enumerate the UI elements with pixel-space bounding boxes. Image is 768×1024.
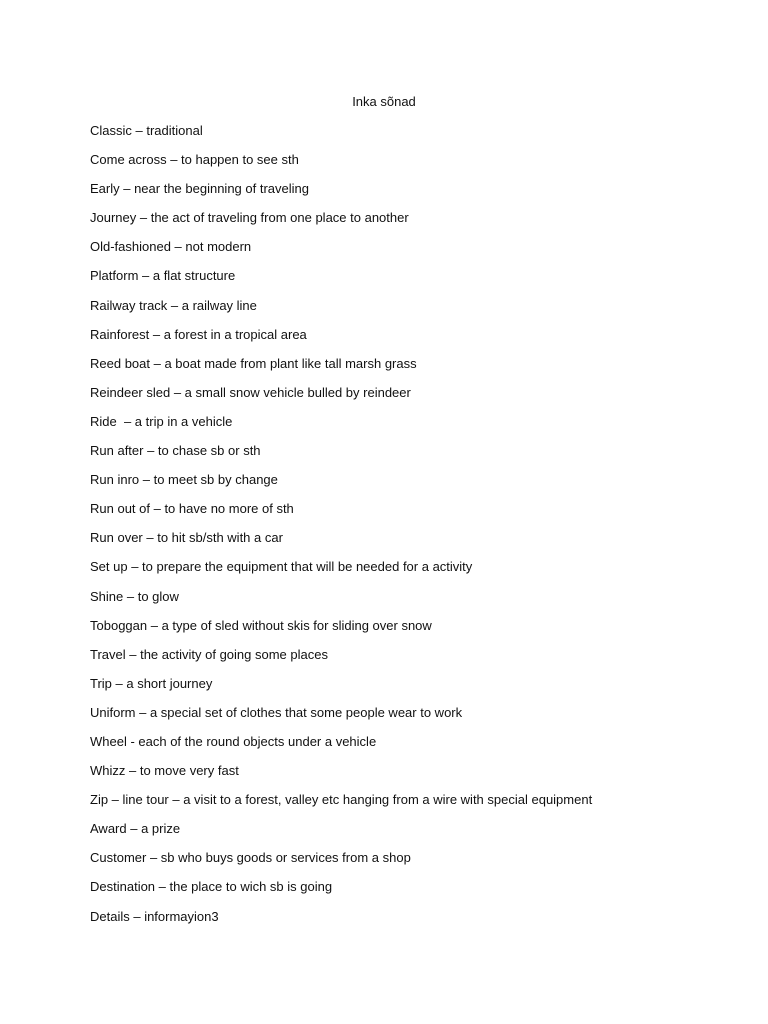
vocabulary-entry: Shine – to glow bbox=[90, 588, 179, 604]
vocabulary-entry: Uniform – a special set of clothes that some people wear to work bbox=[90, 704, 463, 720]
vocabulary-entry: Railway track – a railway line bbox=[90, 297, 257, 313]
vocabulary-entry: Zip – line tour – a visit to a forest, valley etc hanging from a wire with special equipment bbox=[90, 792, 593, 808]
vocabulary-entry: Destination – the place to wich sb is going bbox=[90, 879, 333, 895]
vocabulary-entry: Run out of – to have no more of sth bbox=[90, 501, 294, 517]
vocabulary-entry: Wheel - each of the round objects under a vehicle bbox=[90, 733, 377, 749]
vocabulary-entry: Reindeer sled – a small snow vehicle bulled by reindeer bbox=[90, 384, 411, 400]
vocabulary-entry: Journey – the act of traveling from one place to another bbox=[90, 210, 409, 226]
vocabulary-entry: Ride – a trip in a vehicle bbox=[90, 413, 233, 429]
vocabulary-entry: Customer – sb who buys goods or services from a shop bbox=[90, 850, 411, 866]
vocabulary-list bbox=[90, 122, 592, 937]
vocabulary-entry: Travel – the activity of going some places bbox=[90, 646, 328, 662]
vocabulary-entry: Reed boat – a boat made from plant like tall marsh grass bbox=[90, 355, 417, 371]
vocabulary-entry: Trip – a short journey bbox=[90, 675, 213, 691]
vocabulary-entry: Set up – to prepare the equipment that will be needed for a activity bbox=[90, 559, 473, 575]
vocabulary-entry: Toboggan – a type of sled without skis for sliding over snow bbox=[90, 617, 432, 633]
vocabulary-entry: Run inro – to meet sb by change bbox=[90, 472, 278, 488]
vocabulary-entry: Run after – to chase sb or sth bbox=[90, 443, 261, 459]
vocabulary-entry: Award – a prize bbox=[90, 821, 181, 837]
vocabulary-entry: Run over – to hit sb/sth with a car bbox=[90, 530, 283, 546]
vocabulary-entry: Platform – a flat structure bbox=[90, 268, 236, 284]
vocabulary-entry: Come across – to happen to see sth bbox=[90, 152, 299, 168]
vocabulary-entry: Whizz – to move very fast bbox=[90, 763, 239, 779]
document-title: Inka sõnad bbox=[352, 94, 416, 109]
vocabulary-entry: Classic – traditional bbox=[90, 123, 203, 138]
vocabulary-entry: Details – informayion3 bbox=[90, 908, 219, 924]
vocabulary-entry: Early – near the beginning of traveling bbox=[90, 181, 309, 197]
vocabulary-entry: Rainforest – a forest in a tropical area bbox=[90, 326, 307, 342]
vocabulary-entry: Old-fashioned – not modern bbox=[90, 239, 252, 255]
